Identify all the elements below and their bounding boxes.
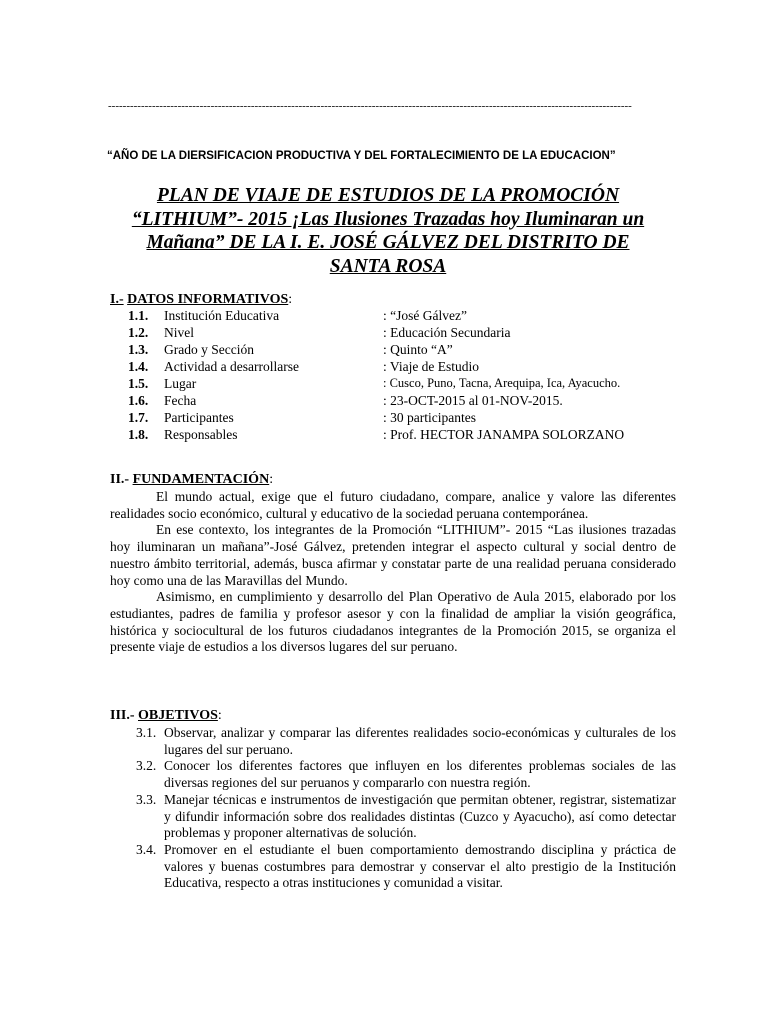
objective-number: 3.3. [136,791,157,807]
section-colon: : [217,708,222,723]
info-row [110,427,680,444]
info-value: : Viaje de Estudio [383,359,480,374]
title-line: SANTA ROSA [329,255,447,277]
info-row [110,325,680,342]
paragraph: Asimismo, en cumplimiento y desarrollo del Plan Operativo de Aula 2015, elaborado por los estudiantes, padres de familia y profesor asesor y con la finalidad de ampliar la visión geográfica, histórica y sociocultural de los futuros ciudadanos integrantes de la Promoción 2015, se organiza el presente viaje de estudios a los diversos lugares del sur peruano. [110,589,676,655]
header-dashed-line: ----------------------------------------------------------------------------------------------------------------------------------------------- [108,100,632,112]
info-label: Nivel [164,325,194,340]
info-label: Lugar [164,376,197,391]
info-value: : Prof. HECTOR JANAMPA SOLORZANO [383,427,625,442]
info-value: : Educación Secundaria [383,325,511,340]
info-label: Responsables [164,427,238,442]
section-numeral: I.- [110,292,124,307]
objective-item [136,842,676,892]
info-row [110,359,680,376]
info-row [110,308,680,325]
info-number: 1.7. [128,410,149,425]
section-title: FUNDAMENTACIÓN [132,472,270,487]
objective-text: Observar, analizar y comparar las diferentes realidades socio-económicas y culturales de los lugares del sur peruano. [164,725,676,757]
info-row [110,342,680,359]
fundamentacion-body [110,489,676,656]
objective-item [136,725,676,758]
objective-text: Promover en el estudiante el buen comportamiento demostrando disciplina y práctica de valores y buenas costumbres para demostrar y conservar el alto prestigio de la Institución Educativa, respecto a otras instituciones y comunidad a visitar. [164,841,676,891]
title-line: Mañana” DE LA I. E. JOSÉ GÁLVEZ DEL DISTRITO DE [146,232,630,253]
section-colon: : [269,472,274,487]
objective-number: 3.2. [136,758,157,774]
section-colon: : [288,292,293,307]
objective-number: 3.4. [136,841,157,857]
info-number: 1.4. [128,359,149,374]
paragraph: El mundo actual, exige que el futuro ciudadano, compare, analice y valore las diferentes realidades socio económico, cultural y educativo de la sociedad peruana contemporánea. [110,489,676,521]
objective-number: 3.1. [136,725,157,740]
info-row [110,376,680,393]
year-motto: “AÑO DE LA DIERSIFICACION PRODUCTIVA Y DEL FORTALECIMIENTO DE LA EDUCACION” [107,150,616,162]
section-heading-objetivos [110,708,222,724]
objective-item [136,758,676,791]
info-label: Fecha [164,393,197,408]
section-title: OBJETIVOS [138,708,218,723]
info-value: : “José Gálvez” [383,308,467,323]
info-row [110,410,680,427]
section-heading-fundamentacion [110,472,273,488]
info-label: Participantes [164,410,234,425]
paragraph: En ese contexto, los integrantes de la Promoción “LITHIUM”- 2015 “Las ilusiones trazadas hoy iluminaran un mañana”-José Gálvez, pretenden integrar el aspecto cultural y social dentro de nuestro ámbito territorial, además, busca afirmar y constatar parte de una realidad peruana considerado hoy como una de las Maravillas del Mundo. [110,522,676,588]
info-label: Institución Educativa [164,308,280,323]
section-title: DATOS INFORMATIVOS [127,292,289,307]
info-number: 1.3. [128,342,149,357]
info-row [110,393,680,410]
info-label: Actividad a desarrollarse [164,359,299,374]
objective-text: Manejar técnicas e instrumentos de investigación que permitan obtener, registrar, sistematizar y difundir información sobre dos realidades distintas (Cuzco y Ayacucho), así como detectar problemas y proponer alternativas de solución. [164,791,676,841]
info-value: : 30 participantes [383,410,476,425]
info-label: Grado y Sección [164,342,254,357]
objectives-list [136,725,676,892]
title-line: “LITHIUM”- 2015 ¡Las Ilusiones Trazadas hoy Iluminaran un [131,208,645,230]
document-title [100,184,676,278]
title-line: PLAN DE VIAJE DE ESTUDIOS DE LA PROMOCIÓN [156,185,620,206]
info-value: : 23-OCT-2015 al 01-NOV-2015. [383,393,563,408]
info-number: 1.8. [128,427,149,442]
section-heading-datos [110,292,292,308]
info-value: : Cusco, Puno, Tacna, Arequipa, Ica, Ayacucho. [383,376,621,390]
objective-text: Conocer los diferentes factores que influyen en los diferentes problemas sociales de las diversas regiones del sur peruanos y compararlo con nuestra región. [164,758,676,791]
info-number: 1.2. [128,325,149,340]
info-number: 1.5. [128,376,149,391]
objective-item [136,792,676,842]
section-numeral: III.- [110,708,135,723]
info-value: : Quinto “A” [383,342,453,357]
section-numeral: II.- [110,472,130,487]
info-number: 1.1. [128,308,149,323]
info-number: 1.6. [128,393,149,408]
